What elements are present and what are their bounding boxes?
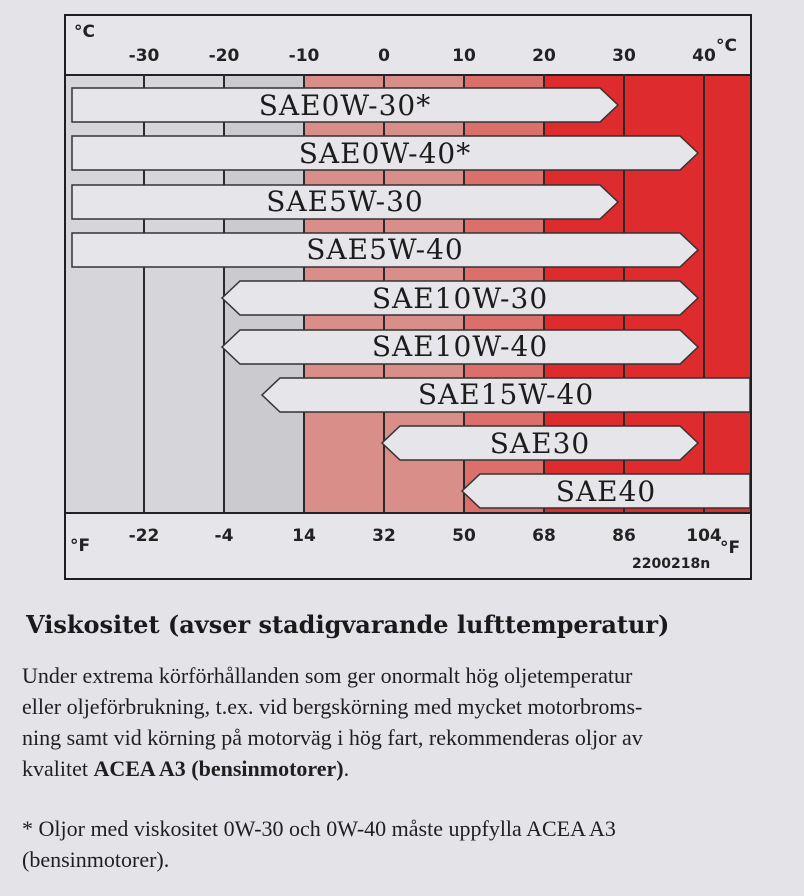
grade-arrow: [462, 474, 750, 508]
fahrenheit-tick-label: 32: [372, 526, 396, 546]
celsius-tick-label: 40: [692, 46, 716, 66]
celsius-tick-label: -20: [208, 46, 240, 66]
fahrenheit-tick-label: -22: [128, 526, 160, 546]
celsius-tick-label: 30: [612, 46, 636, 66]
para-line: Under extrema körförhållanden som ger onormalt hög oljetemperatur: [22, 663, 633, 688]
grade-arrow: [222, 330, 698, 364]
footnote: [22, 813, 782, 875]
celsius-header-band: [66, 16, 750, 74]
fahrenheit-tick-label: 14: [292, 526, 316, 546]
grade-arrow: [382, 426, 698, 460]
para-line: ning samt vid körning på motorväg i hög fart, rekommenderas oljor av: [22, 725, 643, 750]
celsius-tick-label: 10: [452, 46, 476, 66]
grade-label: SAE5W-40: [306, 233, 464, 267]
celsius-unit-left: °C: [74, 22, 95, 42]
acea-spec: ACEA A3 (bensinmotorer): [93, 756, 344, 781]
fahrenheit-tick-label: -4: [214, 526, 234, 546]
fahrenheit-tick-label: 68: [532, 526, 556, 546]
fahrenheit-tick-label: 50: [452, 526, 476, 546]
grade-label: SAE0W-30*: [258, 88, 432, 122]
body-paragraph: [22, 660, 782, 784]
footnote-line: * Oljor med viskositet 0W-30 och 0W-40 måste uppfylla ACEA A3: [22, 816, 616, 841]
fahrenheit-tick-label: 86: [612, 526, 636, 546]
para-line: eller oljeförbrukning, t.ex. vid bergskörning med mycket motorbroms-: [22, 694, 643, 719]
grade-label: SAE30: [489, 426, 591, 460]
celsius-tick-label: -30: [128, 46, 160, 66]
fahrenheit-band: [66, 512, 750, 580]
grade-arrow: [262, 378, 750, 412]
grade-arrow: [72, 233, 698, 267]
para-text: kvalitet: [22, 756, 94, 781]
celsius-tick-label: 20: [532, 46, 556, 66]
grade-arrow: [72, 88, 618, 122]
grade-arrow: [72, 136, 698, 170]
footnote-line: (bensinmotorer).: [22, 847, 170, 872]
grade-label: SAE40: [555, 474, 657, 508]
para-line: [22, 753, 782, 784]
grid-line: [703, 74, 705, 512]
grade-label: SAE15W-40: [417, 378, 595, 412]
fahrenheit-unit-left: °F: [70, 536, 91, 556]
viscosity-chart: [64, 14, 752, 580]
grade-arrow: [72, 185, 618, 219]
celsius-tick-label: -10: [288, 46, 320, 66]
fahrenheit-tick-label: 104: [686, 526, 722, 546]
grade-label: SAE0W-40*: [298, 136, 472, 170]
fahrenheit-unit-right: °F: [720, 538, 741, 558]
grade-label: SAE5W-30: [266, 185, 424, 219]
section-heading: Viskositet (avser stadigvarande lufttemperatur): [26, 610, 670, 639]
row-line: [66, 74, 750, 76]
celsius-unit-right: °C: [716, 36, 737, 56]
para-text: .: [343, 756, 350, 781]
celsius-tick-label: 0: [378, 46, 390, 66]
grade-label: SAE10W-30: [371, 281, 549, 315]
grade-arrow: [222, 281, 698, 315]
grade-label: SAE10W-40: [371, 330, 549, 363]
figure-code: 2200218n: [632, 556, 711, 572]
